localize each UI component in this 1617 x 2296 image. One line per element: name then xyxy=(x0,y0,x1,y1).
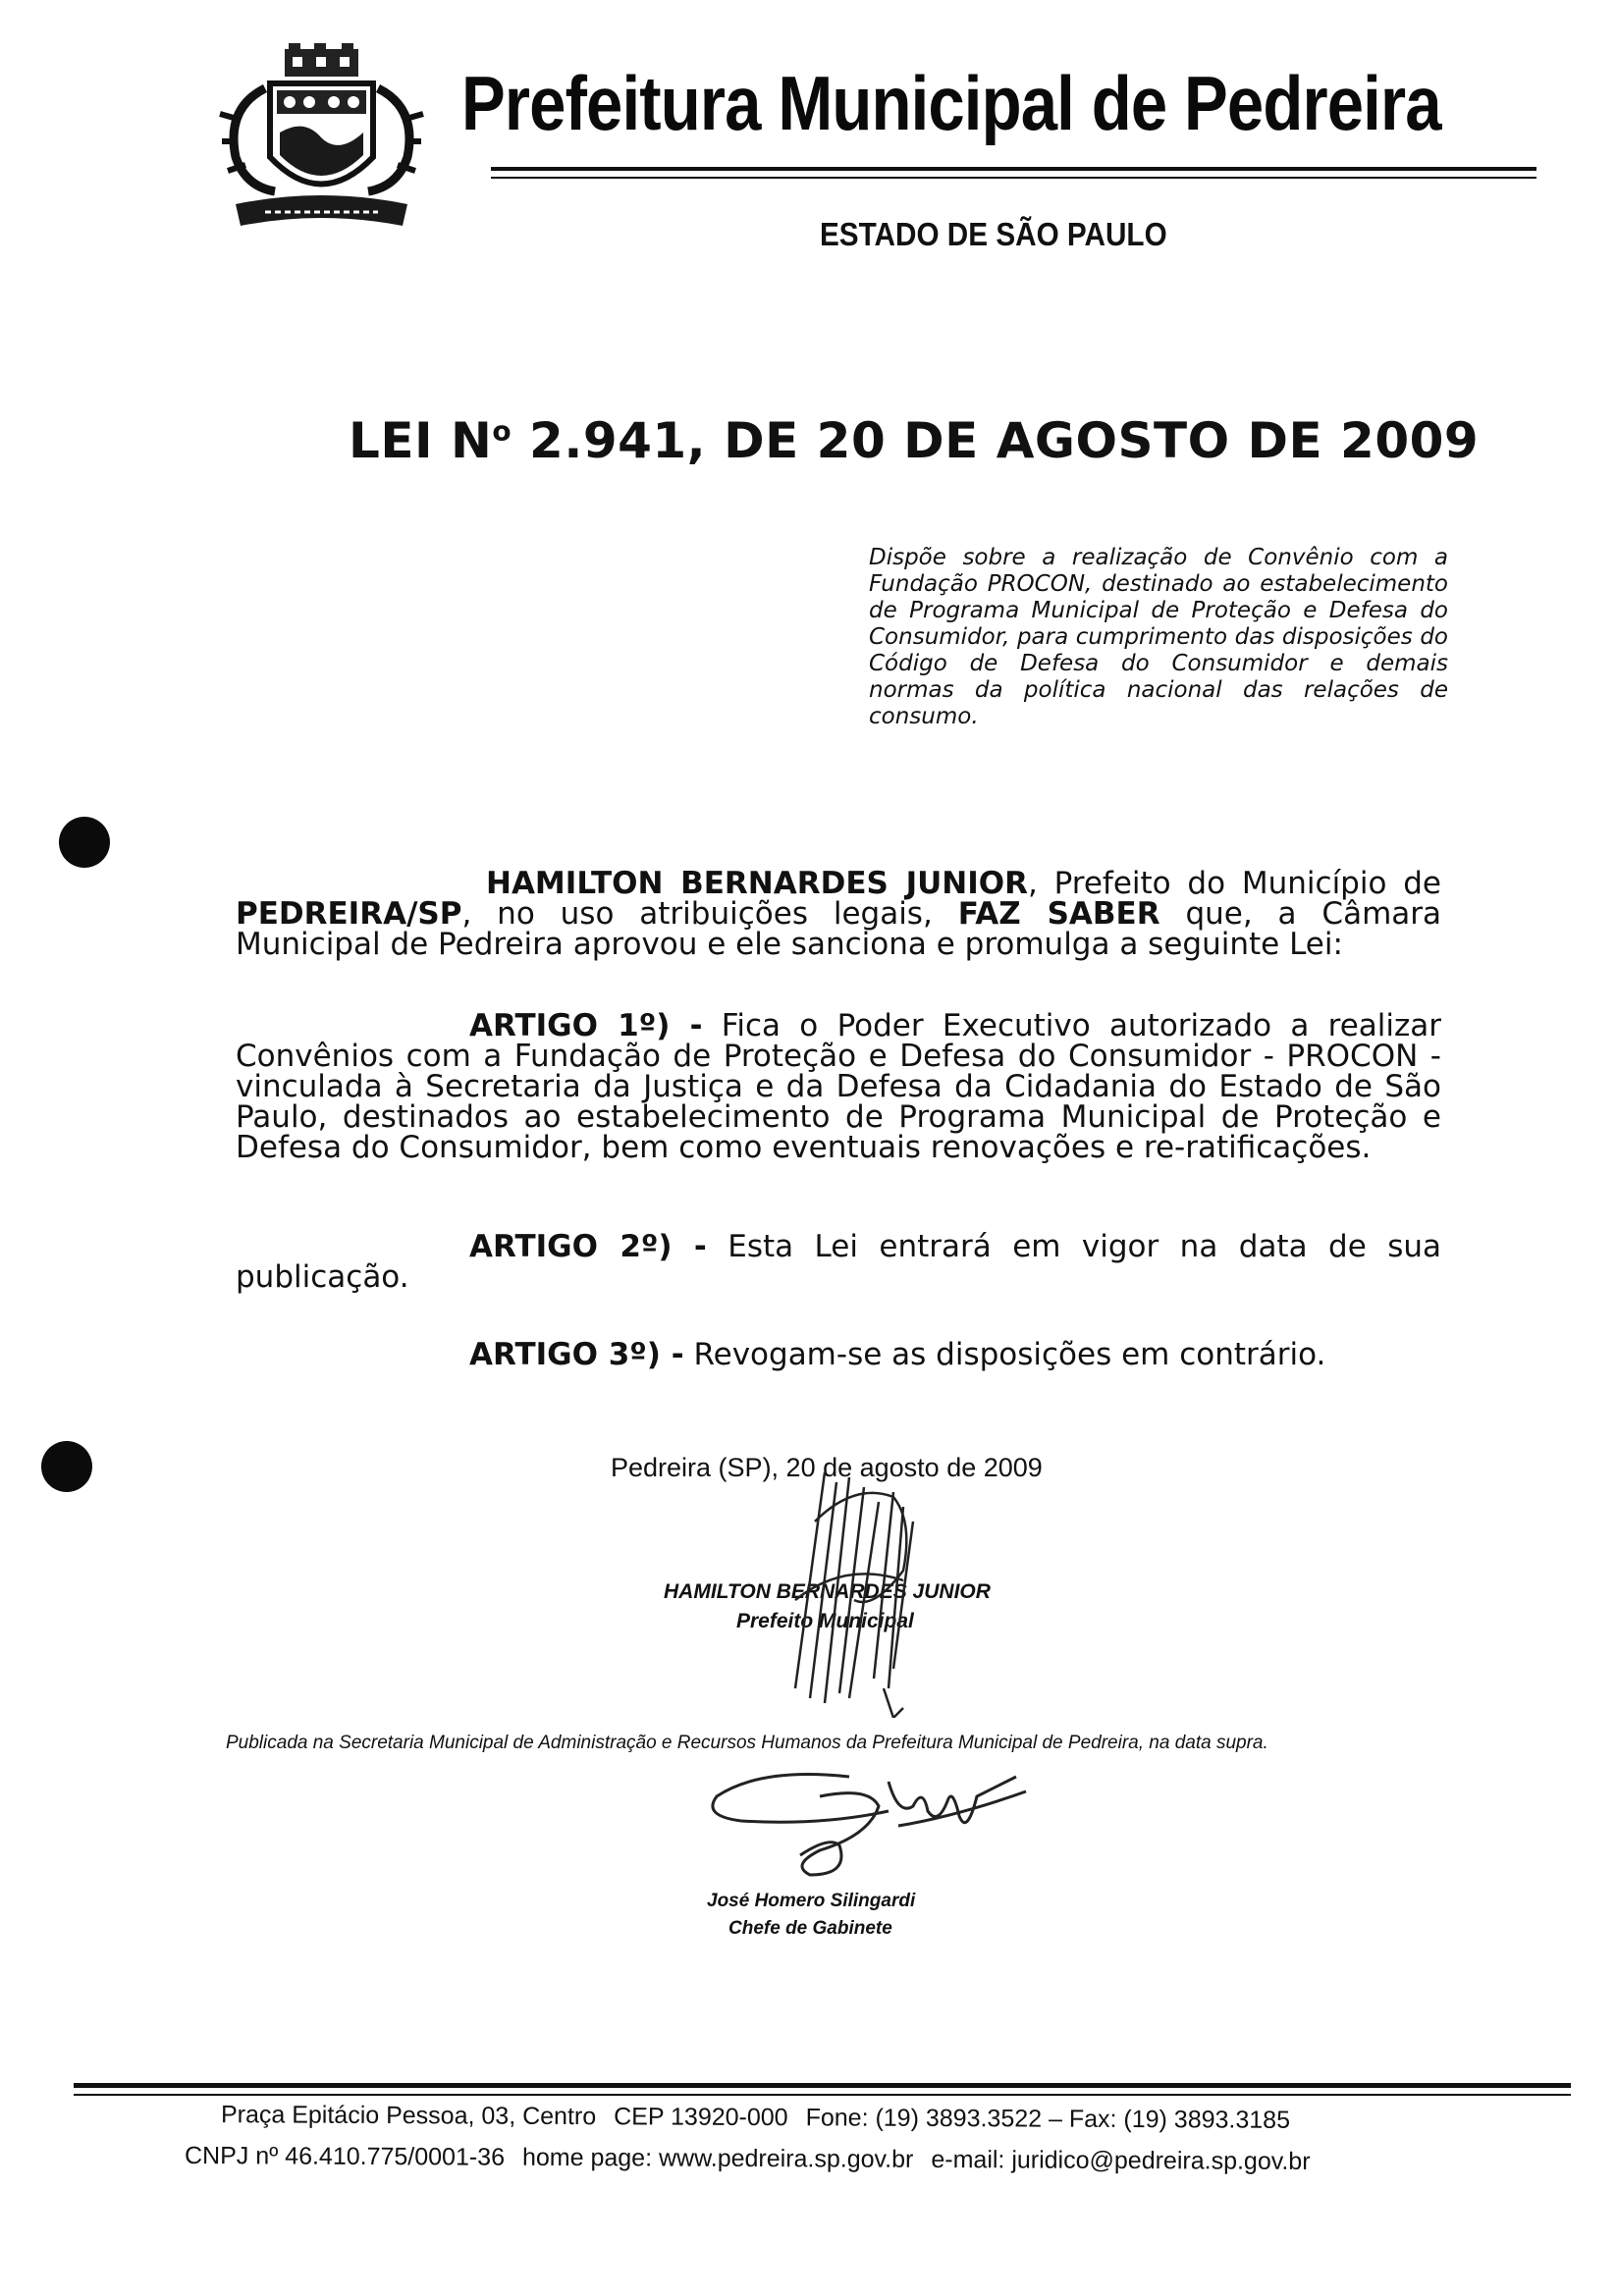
footer-phone: Fone: (19) 3893.3522 – Fax: (19) 3893.3185 xyxy=(805,2104,1291,2134)
article-text: Revogam-se as disposições em contrário. xyxy=(683,1337,1326,1372)
mayor-name: HAMILTON BERNARDES JUNIOR xyxy=(486,866,1028,901)
law-title-rest: 2.941, DE 20 DE AGOSTO DE 2009 xyxy=(512,412,1480,469)
header-rule-thin xyxy=(491,177,1536,179)
signer-role: Prefeito Municipal xyxy=(736,1610,914,1632)
footer-cnpj: CNPJ nº 46.410.775/0001-36 xyxy=(184,2141,506,2171)
article-label: ARTIGO 1º) - xyxy=(469,1008,703,1043)
footer-address: Praça Epitácio Pessoa, 03, Centro xyxy=(220,2101,597,2131)
city-name: PEDREIRA/SP xyxy=(236,896,462,932)
footer-email[interactable]: e-mail: juridico@pedreira.sp.gov.br xyxy=(931,2145,1311,2176)
chief-name: José Homero Silingardi xyxy=(707,1891,916,1911)
footer-contact-line xyxy=(221,2101,1290,2135)
article-3 xyxy=(236,1337,1441,1372)
faz-saber: FAZ SABER xyxy=(957,896,1160,932)
footer-web-line xyxy=(185,2142,1311,2176)
punch-hole xyxy=(59,817,110,868)
intro-text: , Prefeito do Município de xyxy=(1027,866,1441,901)
header-rule xyxy=(491,167,1536,171)
law-title-ordinal: o xyxy=(492,414,512,448)
header-state: ESTADO DE SÃO PAULO xyxy=(820,216,1167,252)
article-1 xyxy=(236,1008,1442,1165)
publication-note: Publicada na Secretaria Municipal de Administração e Recursos Humanos da Prefeitura Municipal de Pedreira, na data supra. xyxy=(226,1733,1268,1753)
intro-text: , no uso atribuições legais, xyxy=(461,896,958,932)
header-title: Prefeitura Municipal de Pedreira xyxy=(461,60,1441,146)
footer-homepage[interactable]: home page: www.pedreira.sp.gov.br xyxy=(521,2143,914,2173)
law-summary: Dispõe sobre a realização de Convênio com a Fundação PROCON, destinado ao estabelecimento de Programa Municipal de Proteção e Defesa do Consumidor, para cumprimento das disposições do Código de Defesa do Consumidor e demais normas da política nacional das relações de consumo. xyxy=(869,545,1448,729)
article-label: ARTIGO 3º) - xyxy=(469,1337,684,1372)
chief-handwritten-signature xyxy=(702,1757,1036,1885)
footer-rule-thin xyxy=(74,2094,1571,2096)
footer-cep: CEP 13920-000 xyxy=(614,2103,788,2132)
footer-rule xyxy=(74,2083,1571,2088)
chief-role: Chefe de Gabinete xyxy=(728,1918,892,1939)
place-date: Pedreira (SP), 20 de agosto de 2009 xyxy=(611,1453,1043,1482)
intro-paragraph xyxy=(236,866,1442,962)
intro-text: que, a Câmara Municipal de Pedreira aprovou e ele sanciona e promulga a seguinte Lei: xyxy=(236,896,1442,962)
article-2 xyxy=(236,1229,1442,1295)
article-text: Esta Lei entrará em vigor na data de sua publicação. xyxy=(236,1229,1442,1295)
law-title-prefix: LEI N xyxy=(349,412,493,469)
municipal-crest-emblem xyxy=(216,39,427,236)
article-text: Fica o Poder Executivo autorizado a realizar Convênios com a Fundação de Proteção e Defesa do Consumidor - PROCON - vinculada à Secretaria da Justiça e da Defesa da Cidadania do Estado de São Paulo, destinados ao estabelecimento de Programa Municipal de Proteção e Defesa do Consumidor, bem como eventuais renovações e re-ratificações. xyxy=(236,1008,1442,1165)
mayor-handwritten-signature xyxy=(756,1463,952,1718)
signer-name: HAMILTON BERNARDES JUNIOR xyxy=(664,1580,991,1603)
article-label: ARTIGO 2º) - xyxy=(469,1229,707,1264)
punch-hole xyxy=(41,1441,92,1492)
law-title xyxy=(349,412,1479,469)
